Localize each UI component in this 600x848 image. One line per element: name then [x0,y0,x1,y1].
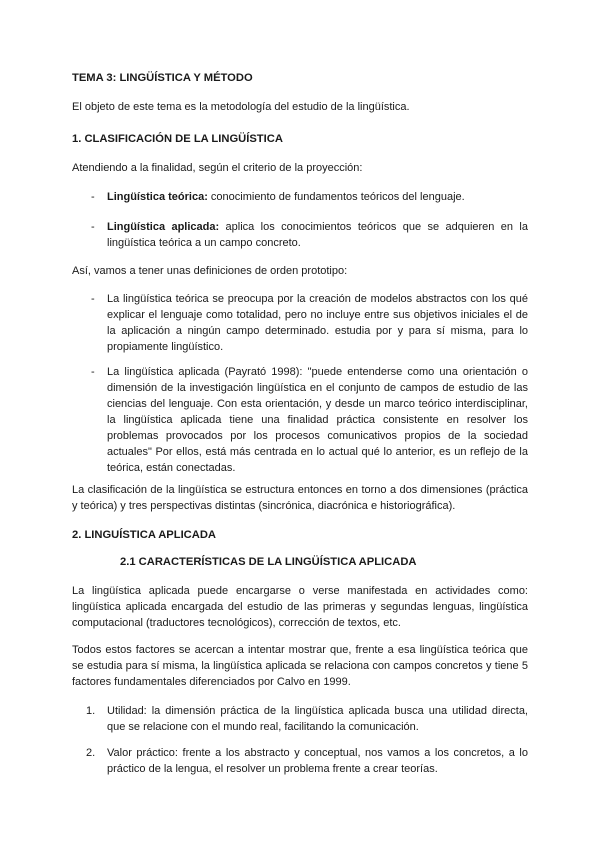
section-2-para-2: Todos estos factores se acercan a intentar mostrar que, frente a esa lingüística teórica que se estudia para sí misma, la lingüística aplicada se relaciona con campos concretos y tiene 5 factores fundamentales diferenciados por Calvo en 1999. [72,644,528,688]
bullet-marker: - [91,221,95,233]
factor-practical-value: Valor práctico: frente a los abstracto y conceptual, nos vamos a los concretos, a lo práctico de la lengua, el resolver un problema frente a crear teorías. [107,747,528,775]
bullet-term: Lingüística teórica: [107,191,208,203]
section-2-para-1: La lingüística aplicada puede encargarse o verse manifestada en actividades como: lingüística aplicada encargada del estudio de las primeras y segundas lenguas, lingüística computacional (traductores tecnológicos), corrección de textos, etc. [72,585,528,629]
bullet-item-theoretical [107,189,528,205]
list-number: 1. [86,705,96,717]
definition-marker: - [91,366,95,378]
document-title: TEMA 3: LINGÜÍSTICA Y MÉTODO [72,72,253,84]
section-1-closing: La clasificación de la lingüística se estructura entonces en torno a dos dimensiones (práctica y teórica) y tres perspectivas distintas (sincrónica, diacrónica e historiográfica). [72,484,528,512]
bullet-term: Lingüística aplicada: [107,221,220,233]
factor-utility: Utilidad: la dimensión práctica de la lingüística aplicada busca una utilidad directa, que se relacione con el mundo real, facilitando la comunicación. [107,705,528,733]
bullet-marker: - [91,191,95,203]
section-1-heading: 1. CLASIFICACIÓN DE LA LINGÜÍSTICA [72,133,283,145]
intro-paragraph: El objeto de este tema es la metodología del estudio de la lingüística. [72,101,410,113]
bullet-text: aplica los conocimientos teóricos que se adquieren en la lingüística teórica a un campo concreto. [107,221,528,249]
bullet-item-applied [107,219,528,251]
definitions-lead: Así, vamos a tener unas definiciones de orden prototipo: [72,265,348,277]
section-2-1-heading: 2.1 CARACTERÍSTICAS DE LA LINGÜÍSTICA APLICADA [120,556,417,568]
definition-applied: La lingüística aplicada (Payrató 1998): "puede entenderse como una orientación o dimensión de la investigación lingüística en el conjunto de campos de estudio de las ciencias del lenguaje. Con esta orientación, y desde un marco teórico interdisciplinar, la lingüística aplicada tiene una finalidad práctica consistente en resolver los problemas provocados por los procesos comunicativos propios de la sociedad actuales" Por ellos, está más centrada en lo actual qué lo anterior, es un reflejo de la teórica, están conectadas. [107,366,528,474]
list-number: 2. [86,747,96,759]
section-1-lead: Atendiendo a la finalidad, según el criterio de la proyección: [72,162,363,174]
section-2-heading: 2. LINGUÍSTICA APLICADA [72,529,216,541]
bullet-text: conocimiento de fundamentos teóricos del lenguaje. [207,191,465,203]
definition-theoretical: La lingüística teórica se preocupa por la creación de modelos abstractos con los qué explicar el lenguaje como totalidad, pero no incluye entre sus objetivos iniciales el de la aplicación a ningún campo determinado. estudia por y para sí misma, para lo propiamente lingüístico. [107,293,528,353]
definition-marker: - [91,293,95,305]
